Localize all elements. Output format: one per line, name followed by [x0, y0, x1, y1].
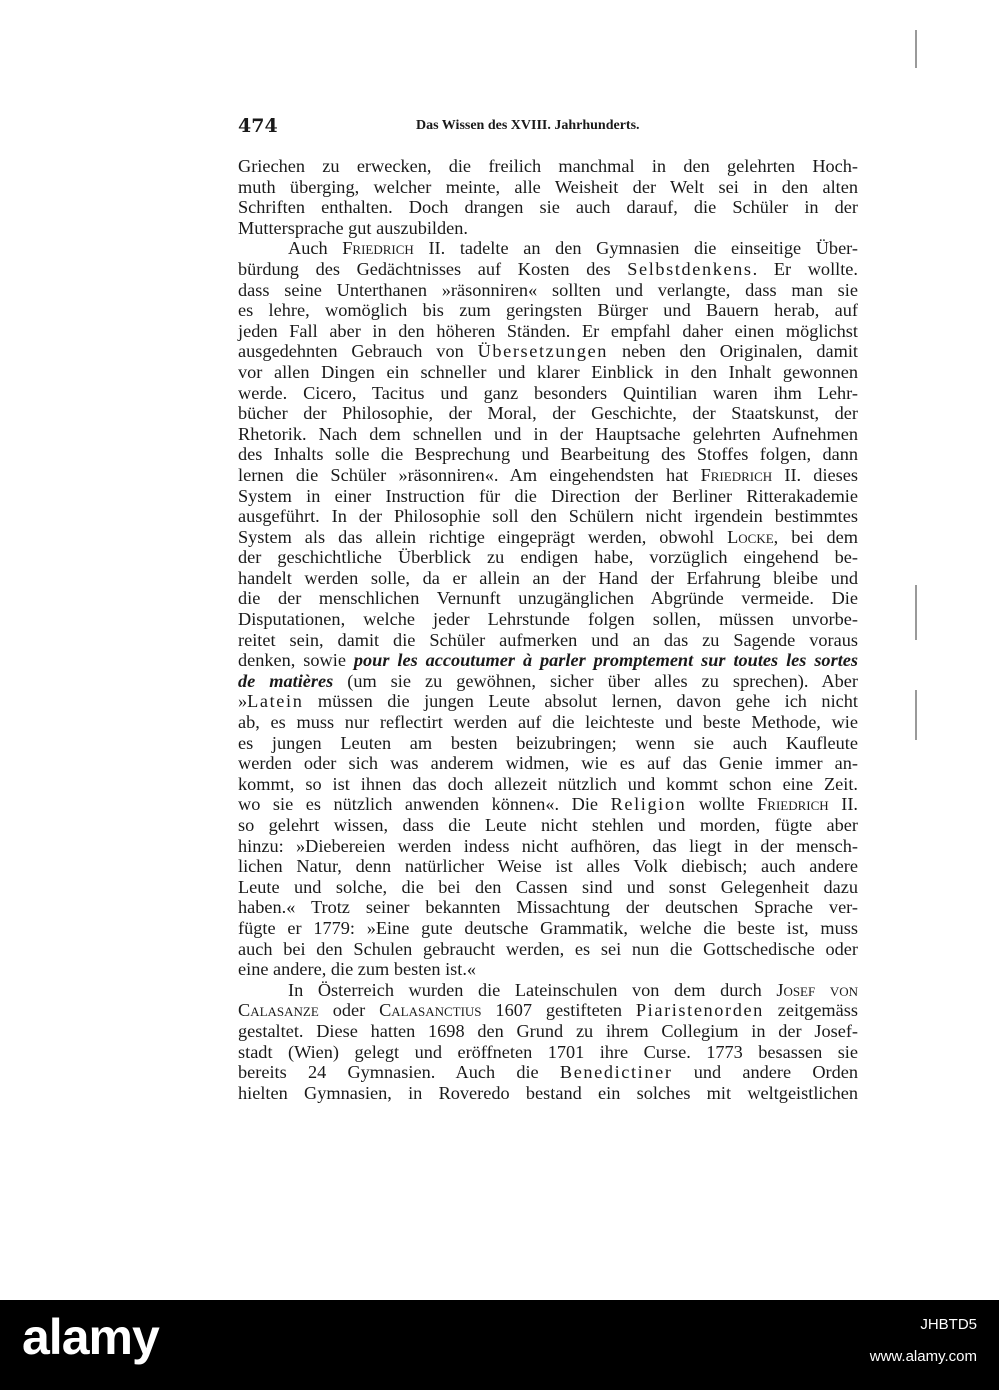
- text-run: lichen Natur, denn natürlicher Weise ist alles Volk diebisch; auch andere: [238, 856, 858, 877]
- text-run: oder: [318, 1000, 380, 1021]
- text-line: [238, 321, 858, 342]
- text-line: [238, 177, 858, 198]
- text-run: haben.« Trotz seiner bekannten Missachtung der deutschen Sprache ver-: [238, 897, 858, 918]
- text-line: [238, 403, 858, 424]
- text-line: [238, 877, 858, 898]
- text-run: hinzu: »Diebereien werden indess nicht aufhören, das liegt in der mensch-: [238, 835, 858, 856]
- text-run: die der menschlichen Vernunft unzugänglichen Abgründe vermeide. Die: [238, 588, 858, 609]
- text-run: reitet sein, damit die Schüler aufmerken und an das zu Sagende voraus: [238, 629, 858, 650]
- small-caps-name: Locke: [727, 526, 774, 547]
- text-line: [238, 238, 858, 259]
- text-line: [238, 383, 858, 404]
- text-run: und andere Orden: [672, 1062, 859, 1083]
- text-line: [238, 856, 858, 877]
- text-run: fügte er 1779: »Eine gute deutsche Grammatik, welche die beste ist, muss: [238, 917, 858, 938]
- text-run: ausgedehnten Gebrauch von: [238, 341, 478, 362]
- text-run: wollte: [686, 794, 758, 815]
- text-run: Leute und solche, die bei den Cassen sind und sonst Gelegenheit dazu: [238, 876, 858, 897]
- text-run: vor allen Dingen ein schneller und klarer Einblick in den Inhalt gewonnen: [238, 361, 858, 382]
- text-line: [238, 341, 858, 362]
- text-run: dass seine Unterthanen »räsonniren« sollten und verlangte, dass man sie: [238, 279, 858, 300]
- running-title: Das Wissen des XVIII. Jahrhunderts.: [416, 118, 640, 133]
- spaced-emphasis: Benedictiner: [559, 1062, 673, 1083]
- text-run: werde. Cicero, Tacitus und ganz besonders Quintilian waren ihm Lehr-: [238, 382, 858, 403]
- small-caps-name: Friedrich: [342, 238, 414, 259]
- text-run: der geschichtliche Überblick zu endigen habe, vorzüglich eingehend be-: [238, 547, 858, 568]
- text-run: es lehre, womöglich bis zum geringsten Bürger und Bauern herab, auf: [238, 300, 858, 321]
- text-run: II. dieses: [772, 464, 858, 485]
- spaced-emphasis: Piaristenorden: [635, 1000, 764, 1021]
- text-line: [238, 1000, 858, 1021]
- text-run: , bei dem: [773, 526, 858, 547]
- text-run: System als das allein richtige eingeprägt werden, obwohl: [238, 526, 728, 547]
- footer-url: www.alamy.com: [869, 1348, 977, 1365]
- image-code: JHBTD5: [920, 1316, 977, 1333]
- text-run: bereits 24 Gymnasien. Auch die: [238, 1062, 560, 1083]
- text-run: Schriften enthalten. Doch drangen sie auch darauf, die Schüler in der: [238, 197, 858, 218]
- text-run: des Inhalts solle die Besprechung und Bearbeitung des Stoffes folgen, dann: [238, 444, 858, 465]
- text-line: [238, 897, 858, 918]
- text-run: ab, es muss nur reflectirt werden auf die leichteste und beste Methode, wie: [238, 712, 858, 733]
- text-line: [238, 939, 858, 960]
- spaced-emphasis: Latein: [247, 691, 304, 712]
- text-run: (um sie zu gewöhnen, sicher über alles zu sprechen). Aber: [333, 670, 858, 691]
- text-line: [238, 218, 858, 239]
- text-run: auch bei den Schulen gebraucht werden, es sei nun die Gottschedische oder: [238, 938, 858, 959]
- text-line: [238, 444, 858, 465]
- text-run: jeden Fall aber in den höheren Ständen. Er empfahl daher einen möglichst: [238, 320, 858, 341]
- text-line: [238, 794, 858, 815]
- text-run: lernen die Schüler »räsonniren«. Am eingehendsten hat: [238, 464, 701, 485]
- text-run: neben den Originalen, damit: [608, 341, 858, 362]
- spaced-emphasis: Selbstdenkens: [627, 258, 753, 279]
- text-run: Disputationen, welche jeder Lehrstunde folgen sollen, müssen unvorbe-: [238, 609, 858, 630]
- text-line: [238, 959, 858, 980]
- small-caps-name: Friedrich: [700, 464, 773, 485]
- text-run: Muttersprache gut auszubilden.: [238, 217, 468, 238]
- running-head: [238, 115, 858, 141]
- alamy-logo: alamy: [22, 1309, 159, 1365]
- text-run: bürdung des Gedächtnisses auf Kosten des: [238, 258, 628, 279]
- body-text: [238, 156, 858, 1103]
- small-caps-name: Calasanctius: [379, 1000, 482, 1021]
- text-line: [238, 1042, 858, 1063]
- text-line: [238, 588, 858, 609]
- text-line: [238, 671, 858, 692]
- text-line: [238, 650, 858, 671]
- text-line: [238, 486, 858, 507]
- text-line: [238, 733, 858, 754]
- text-line: [238, 691, 858, 712]
- text-line: [238, 712, 858, 733]
- text-run: denken, sowie: [238, 650, 354, 671]
- text-line: [238, 980, 858, 1001]
- text-run: wo sie es nützlich anwenden können«. Die: [238, 794, 611, 815]
- text-line: [238, 259, 858, 280]
- scan-edge-mark: [915, 585, 917, 640]
- text-run: 1607 gestifteten: [481, 1000, 636, 1021]
- text-line: [238, 547, 858, 568]
- text-run: System in einer Instruction für die Direction der Berliner Ritterakademie: [238, 485, 858, 506]
- text-run: Rhetorik. Nach dem schnellen und in der Hauptsache gelehrten Aufnehmen: [238, 423, 858, 444]
- text-line: [238, 609, 858, 630]
- text-run: II. tadelte an den Gymnasien die einseitige Über-: [413, 238, 858, 259]
- text-line: [238, 527, 858, 548]
- text-run: handelt werden solle, da er allein an der Hand der Erfahrung bleibe und: [238, 567, 858, 588]
- text-line: [238, 568, 858, 589]
- text-line: [238, 465, 858, 486]
- text-run: zeitgemäss: [763, 1000, 858, 1021]
- text-line: [238, 918, 858, 939]
- scan-edge-mark: [915, 30, 917, 68]
- text-run: so gelehrt wissen, dass die Leute nicht stehlen und morden, fügte aber: [238, 815, 858, 835]
- text-run: bücher der Philosophie, der Moral, der Geschichte, der Staatskunst, der: [238, 403, 858, 424]
- spaced-emphasis: Religion: [610, 794, 687, 815]
- text-run: kommt, so ist ihnen das doch allezeit nützlich und kommt schon eine Zeit.: [238, 773, 858, 794]
- text-run: es jungen Leuten am besten beizubringen; wenn sie auch Kaufleute: [238, 732, 858, 753]
- text-run: Griechen zu erwecken, die freilich manchmal in den gelehrten Hoch-: [238, 156, 858, 176]
- italic-quote: de matières: [238, 670, 334, 691]
- text-run: gestaltet. Diese hatten 1698 den Grund zu ihrem Collegium in der Josef-: [238, 1020, 858, 1041]
- text-line: [238, 156, 858, 177]
- text-line: [238, 280, 858, 301]
- text-line: [238, 1083, 858, 1104]
- small-caps-name: Friedrich: [757, 794, 829, 815]
- small-caps-name: Calasanze: [238, 1000, 319, 1021]
- text-run: werden oder sich was anderem widmen, wie es auf das Genie immer an-: [238, 753, 858, 774]
- italic-quote: pour les accoutumer à parler promptement sur toutes les sortes: [353, 650, 858, 671]
- text-run: Auch: [288, 238, 343, 259]
- text-line: [238, 753, 858, 774]
- text-line: [238, 836, 858, 857]
- text-line: [238, 1062, 858, 1083]
- text-line: [238, 1021, 858, 1042]
- text-run: hielten Gymnasien, in Roveredo bestand ein solches mit weltgeistlichen: [238, 1082, 858, 1103]
- spaced-emphasis: Übersetzungen: [477, 341, 609, 362]
- text-line: [238, 197, 858, 218]
- text-run: . Er wollte.: [752, 258, 858, 279]
- scan-edge-mark: [915, 690, 917, 740]
- text-run: In Österreich wurden die Lateinschulen von dem durch: [288, 979, 777, 1000]
- text-run: II.: [828, 794, 858, 815]
- text-line: [238, 300, 858, 321]
- text-line: [238, 815, 858, 836]
- text-line: [238, 424, 858, 445]
- text-run: stadt (Wien) gelegt und eröffneten 1701 ihre Curse. 1773 besassen sie: [238, 1041, 858, 1062]
- text-line: [238, 362, 858, 383]
- text-run: ausgeführt. In der Philosophie soll den Schülern nicht irgendein bestimmtes: [238, 506, 858, 527]
- text-run: müssen die jungen Leute absolut lernen, davon gehe ich nicht: [303, 691, 858, 712]
- text-run: »: [238, 691, 248, 712]
- small-caps-name: Josef von: [776, 979, 858, 1000]
- text-run: eine andere, die zum besten ist.«: [238, 959, 477, 980]
- text-line: [238, 630, 858, 651]
- text-run: muth überging, welcher meinte, alle Weisheit der Welt sei in den alten: [238, 176, 858, 197]
- watermark-footer: [0, 1300, 999, 1390]
- text-line: [238, 774, 858, 795]
- page-number: 474: [238, 115, 278, 137]
- text-line: [238, 506, 858, 527]
